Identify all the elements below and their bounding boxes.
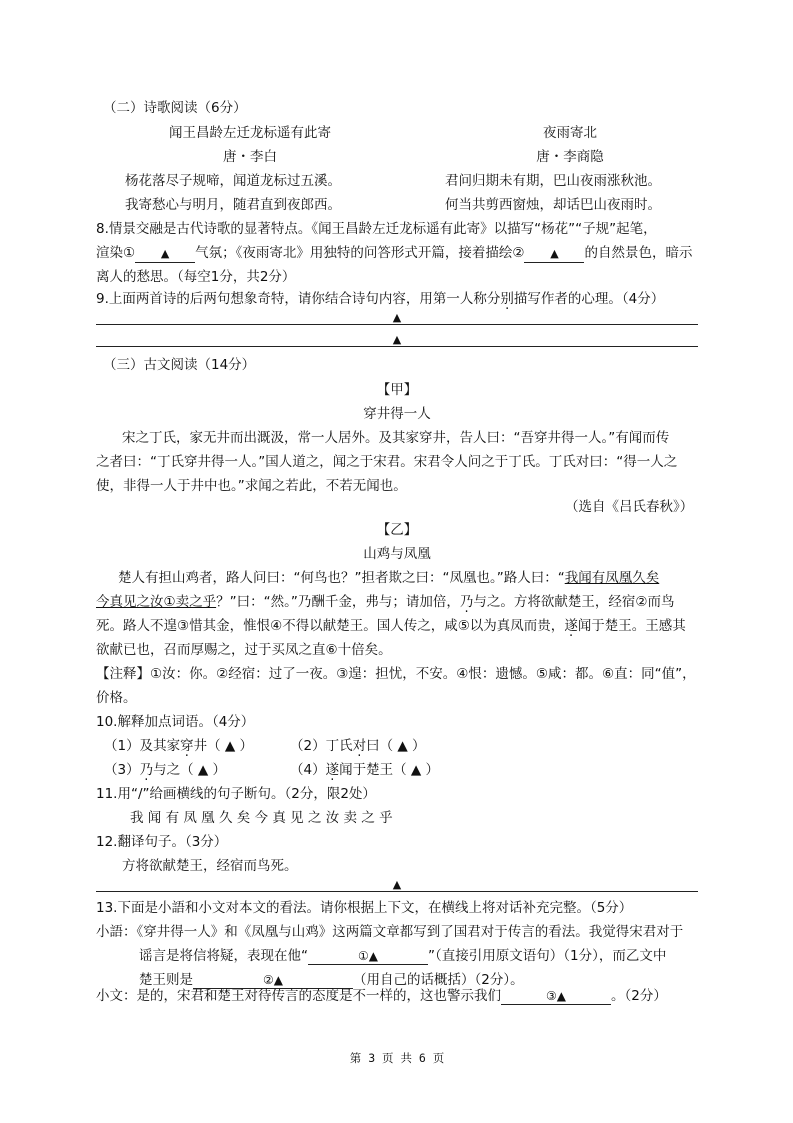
q8-part3: 的自然景色，暗示 <box>584 245 693 261</box>
q10-item3-pre: （3） <box>104 762 140 778</box>
text-jia-line2: 之者曰：“丁氏穿井得一人。”国人道之，闻之于宋君。宋君令人问之于丁氏。丁氏对曰：“得一人之 <box>96 454 678 470</box>
q8-part2: 气氛；《夜雨寄北》用独特的问答形式开篇，接着描绘② <box>195 245 525 261</box>
q10-item1-dotted: 穿 <box>180 738 194 754</box>
question-10-item2 <box>290 737 426 755</box>
poem1-title: 闻王昌龄左迁龙标遥有此寄 <box>169 125 331 141</box>
q10-item1-pre: （1）及其家 <box>104 738 181 754</box>
question-13-heading: 13.下面是小語和小文对本文的看法。请你根据上下文，在横线上将对话补充完整。（5分） <box>96 900 633 916</box>
question-12-heading: 12.翻译句子。（3分） <box>96 834 228 850</box>
annotation-line2: 价格。 <box>96 690 137 706</box>
yi-line3-text-b: 闻于楚王。王感其 <box>577 618 686 634</box>
section-heading-classical: （三）古文阅读（14分） <box>103 357 256 373</box>
q13-w1-text-a: 小文：是的，宋君和楚王对待传言的态度是不一样的，这也警示我们 <box>96 988 501 1004</box>
q9-dotted-char: 别 <box>500 291 514 307</box>
text-jia-tag: 【甲】 <box>376 382 418 398</box>
question-9 <box>96 290 664 308</box>
yi-line1-text: 楚人有担山鸡者，路人问曰：“何鸟也？”担者欺之曰：“凤凰也。”路人曰：“ <box>118 570 565 586</box>
q10-item2-dotted: 对 <box>352 738 367 754</box>
text-yi-line4: 欲献已也，召而厚赐之，过于买凤之直⑥十倍矣。 <box>96 642 392 658</box>
yi-line3-text-a: 死。路人不遑③惜其金，惟恨④不得以献楚王。国人传之，咸⑤以为真凤而贵， <box>96 618 565 634</box>
answer-blank-q8-2[interactable]: ▲ <box>524 246 584 263</box>
poem1-line1: 杨花落尽子规啼，闻道龙标过五溪。 <box>125 173 341 189</box>
poem1-line2: 我寄愁心与明月，随君直到夜郎西。 <box>125 197 341 213</box>
q13-xiaowen-line <box>96 987 667 1005</box>
poem2-author: 唐・李商隐 <box>536 149 604 165</box>
question-8-line1: 8.情景交融是古代诗歌的显著特点。《闻王昌龄左迁龙标遥有此寄》以描写“杨花”“子规”起笔， <box>96 221 657 237</box>
q13-w1-text-b: 。（2分） <box>611 988 667 1004</box>
question-10-item1 <box>104 737 253 755</box>
question-11-heading: 11.用“/”给画横线的句子断句。（2分，限2处） <box>96 786 376 802</box>
question-11-sentence: 我 闻 有 凤 凰 久 矣 今 真 见 之 汝 卖 之 乎 <box>130 810 393 826</box>
q10-item3-post: 与之（ ▲ ） <box>153 762 227 778</box>
question-10-item4 <box>290 761 439 779</box>
answer-line-q9-1[interactable] <box>96 324 698 325</box>
text-yi-line1 <box>118 569 659 587</box>
q13-xiaoyu-line1: 小語：《穿井得一人》和《凤凰与山鸡》这两篇文章都写到了国君对于传言的看法。我觉得宋君对于 <box>96 924 684 940</box>
text-jia-line3: 使，非得一人于井中也。”求闻之若此，不若无闻也。 <box>96 478 407 494</box>
q13-x3-text-b: （用自己的话概括）（2分）。 <box>353 972 524 988</box>
q13-x2-text-b: ”（直接引用原文语句）（1分），而乙文中 <box>428 948 667 964</box>
yi-line2-text-a: ？”曰：“然。”乃酬千金，弗与；请加倍， <box>216 594 460 610</box>
text-yi-line2 <box>96 593 674 611</box>
annotation-line1: 【注释】①汝：你。②经宿：过了一夜。③遑：担忧，不安。④恨：遗憾。⑤咸：都。⑥直：同“值”， <box>96 666 696 682</box>
q13-x3-text-a: 楚王则是 <box>139 972 193 988</box>
question-8-line2 <box>96 244 692 263</box>
yi-dotted-char-sui: 遂 <box>564 618 578 634</box>
text-jia-source: （选自《吕氏春秋》） <box>565 499 694 515</box>
answer-marker-q9-2: ▲ <box>392 333 402 346</box>
underlined-sentence-part1: 我闻有凤凰久矣 <box>564 570 660 586</box>
question-8-line3: 离人的愁思。（每空1分，共2分） <box>96 269 296 285</box>
q9-text-pre: 9.上面两首诗的后两句想象奇特，请你结合诗句内容，用第一人称分 <box>96 291 501 307</box>
q10-item4-pre: （4） <box>290 762 326 778</box>
text-yi-title: 山鸡与凤凰 <box>363 546 431 562</box>
q10-item2-pre: （2）丁氏 <box>290 738 353 754</box>
q10-item4-dotted: 遂 <box>325 762 340 778</box>
text-yi-line3 <box>96 617 686 635</box>
poem1-author: 唐・李白 <box>223 149 277 165</box>
answer-line-q12[interactable] <box>96 891 698 892</box>
poem2-title: 夜雨寄北 <box>543 125 597 141</box>
answer-marker-q12: ▲ <box>392 878 402 891</box>
q8-part1: 渲染① <box>96 245 136 261</box>
q9-text-post: 描写作者的心理。（4分） <box>513 291 665 307</box>
q13-xiaoyu-line2 <box>139 947 666 965</box>
answer-blank-q8-1[interactable]: ▲ <box>135 246 195 263</box>
q10-item2-post: 曰（ ▲ ） <box>366 738 426 754</box>
q10-item4-post: 闻于楚王（ ▲ ） <box>339 762 440 778</box>
answer-blank-q13-3[interactable]: ③▲ <box>501 988 611 1005</box>
question-12-sentence: 方将欲献楚王，经宿而鸟死。 <box>122 858 298 874</box>
answer-marker-q9-1: ▲ <box>392 311 402 324</box>
answer-blank-q13-1[interactable]: ①▲ <box>308 948 428 965</box>
q10-item3-dotted: 乃 <box>139 762 154 778</box>
answer-line-q9-2[interactable] <box>96 346 698 347</box>
yi-line2-text-b: 与之。方将欲献楚王，经宿②而鸟 <box>473 594 675 610</box>
text-jia-line1: 宋之丁氏，家无井而出溉汲，常一人居外。及其家穿井，告人曰：“吾穿井得一人。”有闻而传 <box>122 430 670 446</box>
poem2-line2: 何当共剪西窗烛，却话巴山夜雨时。 <box>445 197 661 213</box>
page-footer: 第 3 页 共 6 页 <box>349 1051 445 1065</box>
question-10-heading: 10.解释加点词语。（4分） <box>96 714 255 730</box>
q13-x2-text-a: 谣言是将信将疑，表现在他“ <box>139 948 308 964</box>
text-jia-title: 穿井得一人 <box>363 406 431 422</box>
underlined-sentence-part2: 今真见之汝①卖之乎 <box>96 594 217 610</box>
section-heading-poetry: （二）诗歌阅读（6分） <box>103 100 247 116</box>
q10-item1-post: 井（ ▲ ） <box>193 738 254 754</box>
poem2-line1: 君问归期未有期，巴山夜雨涨秋池。 <box>445 173 661 189</box>
answer-blank-q13-2[interactable]: ②▲ <box>193 972 353 989</box>
question-10-item3 <box>104 761 226 779</box>
yi-dotted-char-nai: 乃 <box>459 594 474 610</box>
text-yi-tag: 【乙】 <box>376 522 418 538</box>
